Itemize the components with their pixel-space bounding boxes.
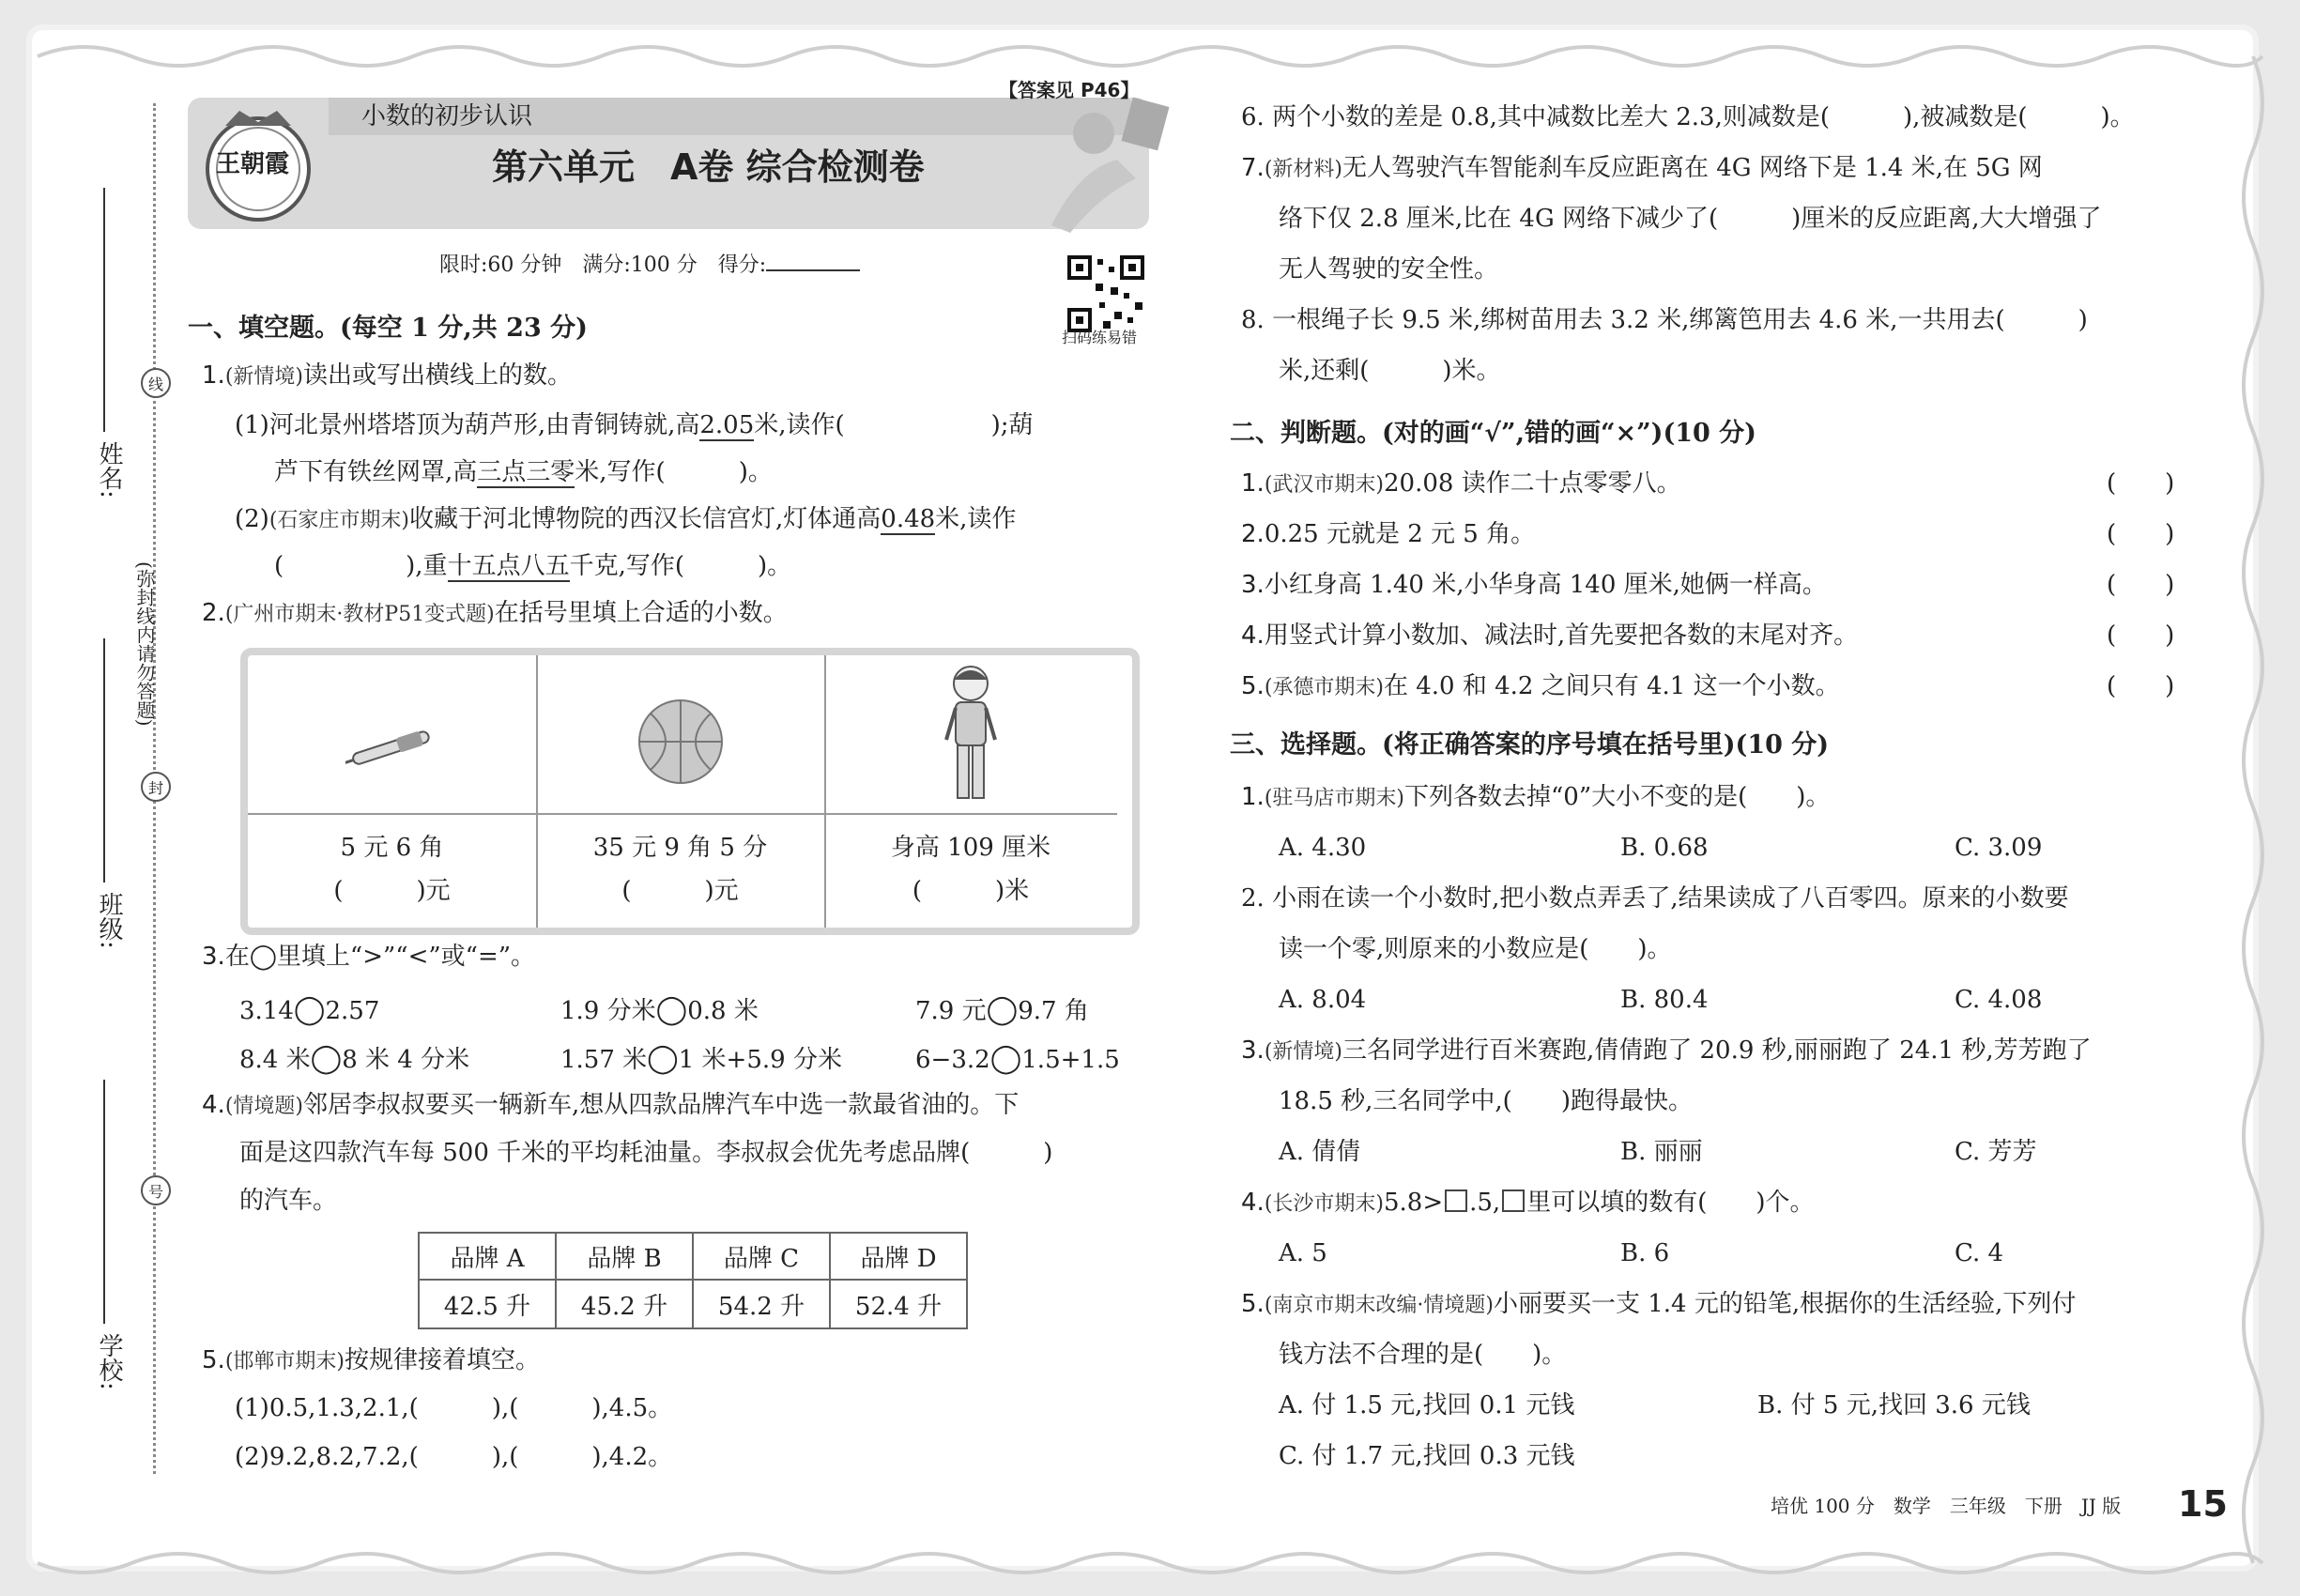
q1-line: 1.(新情境)读出或写出横线上的数。 (202, 361, 572, 390)
mark-seal: 封 (141, 772, 171, 802)
seal-note: (弥封线内请勿答题) (133, 561, 156, 727)
choice-5-line-2: 钱方法不合理的是( )。 (1279, 1341, 1567, 1369)
ball-blank[interactable]: ( )元 (621, 877, 739, 905)
fuel-val-c: 54.2 升 (693, 1280, 830, 1328)
choice-5-opt-c[interactable]: C. 付 1.7 元,找回 0.3 元钱 (1279, 1442, 1575, 1470)
class-line[interactable] (103, 638, 105, 882)
blank-square-icon (1445, 1189, 1467, 1212)
q3-item-3: 7.9 元◯9.7 角 (915, 993, 1089, 1026)
name-label: 姓名: (95, 441, 123, 499)
q3-item-5: 1.57 米◯1 米+5.9 分米 (560, 1042, 842, 1075)
topic: 小数的初步认识 (361, 102, 533, 130)
q8-line-2: 米,还剩( )米。 (1279, 357, 1501, 385)
page-number: 15 (2178, 1483, 2228, 1525)
judge-2-blank[interactable]: ( ) (2107, 520, 2175, 548)
q1-1-line-a: (1)河北景州塔塔顶为葫芦形,由青铜铸就,高2.05米,读作( );葫 (235, 411, 1034, 439)
judge-1-blank[interactable]: ( ) (2107, 469, 2175, 498)
fuel-val-b: 45.2 升 (556, 1280, 693, 1328)
fuel-head-a: 品牌 A (419, 1233, 556, 1280)
q4-line-1: 4.(情境题)邻居李叔叔要买一辆新车,想从四款品牌汽车中选一款最省油的。下 (202, 1091, 1020, 1119)
section-2-title: 二、判断题。(对的画“√”,错的画“×”)(10 分) (1230, 419, 1756, 448)
q4-line-3: 的汽车。 (239, 1187, 338, 1215)
fuel-head-d: 品牌 D (830, 1233, 967, 1280)
fuel-val-a: 42.5 升 (419, 1280, 556, 1328)
q4-fuel-table (418, 1232, 968, 1329)
q3-item-2: 1.9 分米◯0.8 米 (560, 993, 759, 1026)
q4-line-2: 面是这四款汽车每 500 千米的平均耗油量。李叔叔会优先考虑品牌( ) (239, 1139, 1053, 1167)
judge-4: 4.用竖式计算小数加、减法时,首先要把各数的末尾对齐。 (1241, 622, 1859, 650)
choice-5-line-1: 5.(南京市期末改编·情境题)小丽要买一支 1.4 元的铅笔,根据你的生活经验,下列付 (1241, 1290, 2077, 1318)
q1-2-line-a: (2)(石家庄市期末)收藏于河北博物院的西汉长信宫灯,灯体通高0.48米,读作 (235, 505, 1017, 533)
choice-3-opt-b[interactable]: B. 丽丽 (1620, 1138, 1703, 1166)
q6-line: 6. 两个小数的差是 0.8,其中减数比差大 2.3,则减数是( ),被减数是( )。 (1241, 103, 2135, 131)
choice-3-opt-a[interactable]: A. 倩倩 (1279, 1138, 1361, 1166)
choice-1-opt-b[interactable]: B. 0.68 (1620, 834, 1709, 862)
choice-1: 1.(驻马店市期末)下列各数去掉“0”大小不变的是( )。 (1241, 783, 1831, 811)
q3-line: 3.在◯里填上“>”“<”或“=”。 (202, 943, 536, 971)
q3-item-6: 6−3.2◯1.5+1.5 (915, 1042, 1120, 1075)
ball-price: 35 元 9 角 5 分 (592, 834, 768, 862)
choice-4: 4.(长沙市期末)5.8> .5, 里可以填的数有( )个。 (1241, 1189, 1815, 1217)
qr-code[interactable] (1067, 255, 1144, 332)
choice-3-opt-c[interactable]: C. 芳芳 (1955, 1138, 2037, 1166)
q7-line-2: 络下仅 2.8 厘米,比在 4G 网络下减少了( )厘米的反应距离,大大增强了 (1279, 205, 2102, 233)
q2-cell-ball (536, 655, 826, 928)
choice-2-opt-a[interactable]: A. 8.04 (1279, 986, 1367, 1014)
fuel-val-d: 52.4 升 (830, 1280, 967, 1328)
q2-cell-girl (824, 655, 1117, 928)
qr-caption: 扫码练易错 (1062, 329, 1138, 346)
judge-3: 3.小红身高 1.40 米,小华身高 140 厘米,她俩一样高。 (1241, 571, 1827, 599)
name-line[interactable] (103, 188, 105, 432)
basketball-image (634, 695, 728, 789)
fuel-head-b: 品牌 B (556, 1233, 693, 1280)
page-title: 第六单元 A卷 综合检测卷 (492, 146, 925, 188)
girl-blank[interactable]: ( )米 (912, 877, 1030, 905)
choice-4-opt-b[interactable]: B. 6 (1620, 1239, 1670, 1267)
choice-4-opt-c[interactable]: C. 4 (1955, 1239, 2004, 1267)
judge-2: 2.0.25 元就是 2 元 5 角。 (1241, 520, 1536, 548)
pen-blank[interactable]: ( )元 (333, 877, 451, 905)
q2-picture-table (240, 648, 1140, 935)
choice-3-line-2: 18.5 秒,三名同学中,( )跑得最快。 (1279, 1087, 1693, 1115)
q8-line-1: 8. 一根绳子长 9.5 米,绑树苗用去 3.2 米,绑篱笆用去 4.6 米,一共用去( ) (1241, 306, 2088, 334)
judge-5-blank[interactable]: ( ) (2107, 672, 2175, 700)
q5-2-line: (2)9.2,8.2,7.2,( ),( ),4.2。 (235, 1443, 673, 1471)
choice-3-line-1: 3.(新情境)三名同学进行百米赛跑,倩倩跑了 20.9 秒,丽丽跑了 24.1 秒,芳芳跑了 (1241, 1036, 2092, 1065)
choice-5-opt-a[interactable]: A. 付 1.5 元,找回 0.1 元钱 (1279, 1391, 1575, 1420)
choice-2-line-2: 读一个零,则原来的小数应是( )。 (1279, 935, 1672, 963)
choice-1-opt-a[interactable]: A. 4.30 (1279, 834, 1367, 862)
q3-item-1: 3.14◯2.57 (239, 993, 380, 1026)
section-3-title: 三、选择题。(将正确答案的序号填在括号里)(10 分) (1230, 730, 1830, 760)
choice-2-opt-b[interactable]: B. 80.4 (1620, 986, 1709, 1014)
judge-1: 1.(武汉市期末)20.08 读作二十点零零八。 (1241, 469, 1681, 498)
mark-line: 线 (141, 368, 171, 398)
girl-image (933, 661, 1008, 811)
q1-1-line-b: 芦下有铁丝网罩,高三点三零米,写作( )。 (274, 458, 773, 486)
choice-2-opt-c[interactable]: C. 4.08 (1955, 986, 2043, 1014)
pen-price: 5 元 6 角 (340, 834, 444, 862)
class-label: 班级: (95, 892, 123, 949)
q7-line-3: 无人驾驶的安全性。 (1279, 255, 1499, 284)
judge-5: 5.(承德市期末)在 4.0 和 4.2 之间只有 4.1 这一个小数。 (1241, 672, 1840, 700)
fuel-head-c: 品牌 C (693, 1233, 830, 1280)
pen-image (345, 714, 439, 779)
girl-height: 身高 109 厘米 (890, 834, 1051, 862)
blank-square-icon (1502, 1189, 1525, 1212)
school-line[interactable] (103, 1080, 105, 1324)
choice-1-opt-c[interactable]: C. 3.09 (1955, 834, 2043, 862)
answer-ref: 【答案见 P46】 (999, 79, 1140, 101)
q5-line: 5.(邯郸市期末)按规律接着填空。 (202, 1346, 540, 1374)
choice-2-line-1: 2. 小雨在读一个小数时,把小数点弄丢了,结果读成了八百零四。原来的小数要 (1241, 884, 2069, 913)
q7-line-1: 7.(新材料)无人驾驶汽车智能刹车反应距离在 4G 网络下是 1.4 米,在 5G 网 (1241, 154, 2043, 182)
footer-series: 培优 100 分 数学 三年级 下册 JJ 版 (1771, 1495, 2122, 1517)
mark-number: 号 (141, 1175, 171, 1205)
choice-4-opt-a[interactable]: A. 5 (1279, 1239, 1327, 1267)
judge-3-blank[interactable]: ( ) (2107, 571, 2175, 599)
q1-2-line-b: ( ),重十五点八五千克,写作( )。 (274, 552, 792, 580)
section-1-title: 一、填空题。(每空 1 分,共 23 分) (188, 314, 588, 343)
q3-item-4: 8.4 米◯8 米 4 分米 (239, 1042, 470, 1075)
logo-text: 王朝霞 (216, 150, 290, 178)
judge-4-blank[interactable]: ( ) (2107, 622, 2175, 650)
school-label: 学校: (95, 1333, 123, 1390)
q2-line: 2.(广州市期末·教材P51变式题)在括号里填上合适的小数。 (202, 599, 788, 627)
choice-5-opt-b[interactable]: B. 付 5 元,找回 3.6 元钱 (1757, 1391, 2031, 1420)
q2-cell-pen (248, 655, 538, 928)
q5-1-line: (1)0.5,1.3,2.1,( ),( ),4.5。 (235, 1394, 673, 1422)
header-illustration (995, 94, 1173, 235)
exam-meta: 限时:60 分钟 满分:100 分 得分: (439, 253, 860, 278)
